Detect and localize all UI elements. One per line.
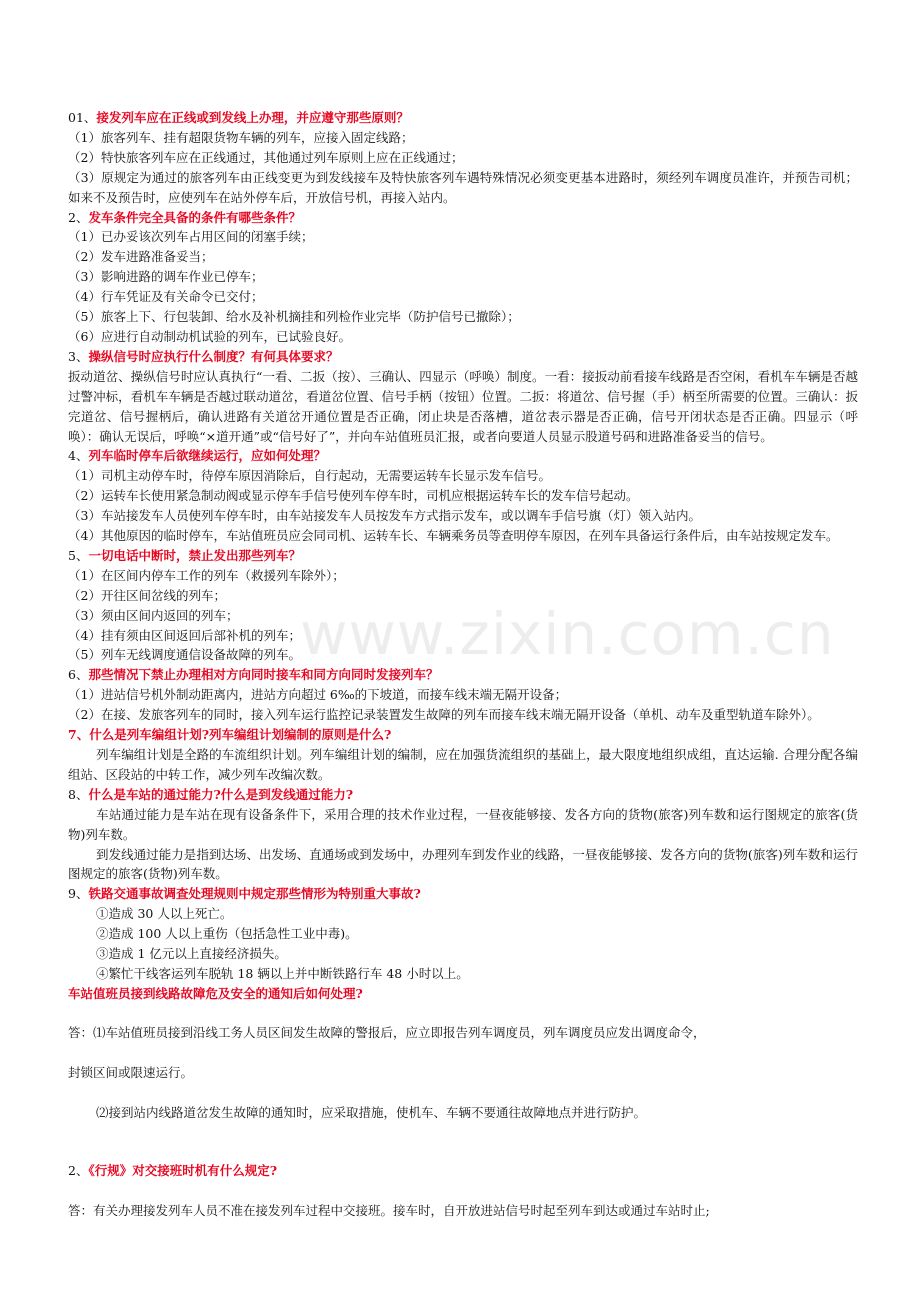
question-11-heading: 2、《行规》对交接班时机有什么规定?	[68, 1162, 278, 1178]
q9-item: ②造成 100 人以上重伤（包括急性工业中毒)。	[96, 926, 358, 942]
q6-item: （1）进站信号机外制动距离内，进站方向超过 6‰的下坡道，而接车线末端无隔开设备；	[68, 687, 568, 703]
q7-body: 列车编组计划是全路的车流组织计划。列车编组计划的编制，应在加强货流组织的基础上，最大限度地组织成组，直达运输. 合理分配各编组站、区段站的中转工作，减少列车改编次数。	[68, 747, 858, 782]
q8-paragraph: 车站通过能力是车站在现有设备条件下，采用合理的技术作业过程，一昼夜能够接、发各方向的货物(旅客)列车数和运行图规定的旅客(货物)列车数。	[68, 806, 858, 842]
question-3-heading: 3、操纵信号时应执行什么制度？有何具体要求？	[68, 348, 339, 364]
q4-item: （2）运转车长使用紧急制动阀或显示停车手信号使列车停车时，司机应根据运转车长的发车信号起动。	[68, 488, 639, 504]
question-10-heading: 车站值班员接到线路故障危及安全的通知后如何处理?	[68, 985, 363, 1001]
question-9-heading: 9、铁路交通事故调查处理规则中规定那些情形为特别重大事故?	[68, 886, 421, 902]
q1-item: （2）特快旅客列车应在正线通过，其他通过列车原则上应在正线通过；	[68, 149, 464, 165]
q3-body: 扳动道岔、操纵信号时应认真执行“一看、二扳（按）、三确认、四显示（呼唤）制度。一看：接扳动前看接车线路是否空闲，看机车车辆是否越过警冲标，看机车车辆是否越过联动道岔，看道岔位置、信号手柄（按钮）位置。二扳：将道岔、信号握（手）柄至所需要的位置。三确认：扳完道岔、信号握柄后，确认进路有关道岔开通位置是否正确，闭止块是否落槽，道岔表示器是否正确，信号开闭状态是否正确。四显示（呼唤）：确认无误后，呼唤“×道开通”或“信号好了”，并向车站值班员汇报，或者向要道人员显示股道号码和进路准备妥当的信号。	[68, 368, 858, 444]
q5-item: （3）须由区间内返回的列车；	[68, 607, 239, 623]
q1-item: （1）旅客列车、挂有超限货物车辆的列车，应接入固定线路；	[68, 129, 414, 145]
q5-item: （4）挂有须由区间返回后部补机的列车；	[68, 627, 301, 643]
q10-answer: 封锁区间或限速运行。	[68, 1064, 194, 1080]
question-4-heading: 4、列车临时停车后欲继续运行，应如何处理？	[68, 448, 326, 464]
q9-item: ③造成 1 亿元以上直接经济损失。	[96, 946, 287, 962]
q4-item: （1）司机主动停车时，待停车原因消除后，自行起动，无需要运转车长显示发车信号。	[68, 468, 551, 484]
q2-item: （4）行车凭证及有关命令已交付；	[68, 289, 264, 305]
q4-item: （4）其他原因的临时停车，车站值班员应会同司机、运转车长、车辆乘务员等查明停车原因，在列车具备运行条件后，由车站按规定发车。	[68, 528, 839, 544]
q2-item: （1）已办妥该次列车占用区间的闭塞手续；	[68, 229, 314, 245]
question-6-heading: 6、那些情况下禁止办理相对方向同时接车和同方向同时发接列车？	[68, 667, 439, 683]
document-body	[68, 108, 858, 1222]
q5-item: （1）在区间内停车工作的列车（救援列车除外）；	[68, 567, 345, 583]
question-8-heading: 8、什么是车站的通过能力?什么是到发线通过能力?	[68, 786, 354, 802]
q1-item: （3）原规定为通过的旅客列车由正线变更为到发线接车及特快旅客列车遇特殊情况必须变更基本进路时，须经列车调度员准许，并预告司机；如来不及预告时，应使列车在站外停车后，开放信号机，再接入站内。	[68, 169, 858, 205]
watermark: www.zixin.com.cn	[300, 600, 835, 668]
q10-answer: ⑵接到站内线路道岔发生故障的通知时，应采取措施，使机车、车辆不要通往故障地点并进行防护。	[96, 1104, 647, 1120]
q2-item: （2）发车进路准备妥当；	[68, 249, 214, 265]
question-1-heading: 01、接发列车应在正线或到发线上办理，并应遵守那些原则？	[68, 110, 409, 125]
q6-item: （2）在接、发旅客列车的同时，接入列车运行监控记录装置发生故障的列车而接车线末端无隔开设备（单机、动车及重型轨道车除外）。	[68, 707, 820, 723]
q9-item: ④繁忙干线客运列车脱轨 18 辆以上并中断铁路行车 48 小时以上。	[96, 965, 469, 981]
q2-item: （3）影响进路的调车作业已停车；	[68, 269, 264, 285]
q8-paragraph: 到发线通过能力是指到达场、出发场、直通场或到发场中，办理列车到发作业的线路，一昼夜能够接、发各方向的货物(旅客)列车数和运行图规定的旅客(货物)列车数。	[68, 846, 858, 882]
q5-item: （2）开往区间岔线的列车；	[68, 587, 226, 603]
q2-item: （5）旅客上下、行包装卸、给水及补机摘挂和列检作业完毕（防护信号已撤除）；	[68, 309, 520, 325]
q4-item: （3）车站接发车人员使列车停车时，由车站接发车人员按发车方式指示发车，或以调车手信号旗（灯）领入站内。	[68, 508, 701, 524]
question-2-heading: 2、发车条件完全具备的条件有哪些条件？	[68, 209, 301, 225]
q9-item: ①造成 30 人以上死亡。	[96, 906, 233, 922]
question-5-heading: 5、一切电话中断时，禁止发出那些列车？	[68, 547, 301, 563]
q10-answer: 答：⑴车站值班员接到沿线工务人员区间发生故障的警报后，应立即报告列车调度员，列车调度员应发出调度命令，	[68, 1024, 706, 1040]
q2-item: （6）应进行自动制动机试验的列车，已试验良好。	[68, 328, 351, 344]
question-7-heading: 7、什么是列车编组计划?列车编组计划编制的原则是什么?	[68, 727, 392, 743]
q11-answer: 答：有关办理接发列车人员不准在接发列车过程中交接班。接车时，自开放进站信号时起至列车到达或通过车站时止;	[68, 1202, 710, 1218]
q5-item: （5）列车无线调度通信设备故障的列车。	[68, 647, 301, 663]
